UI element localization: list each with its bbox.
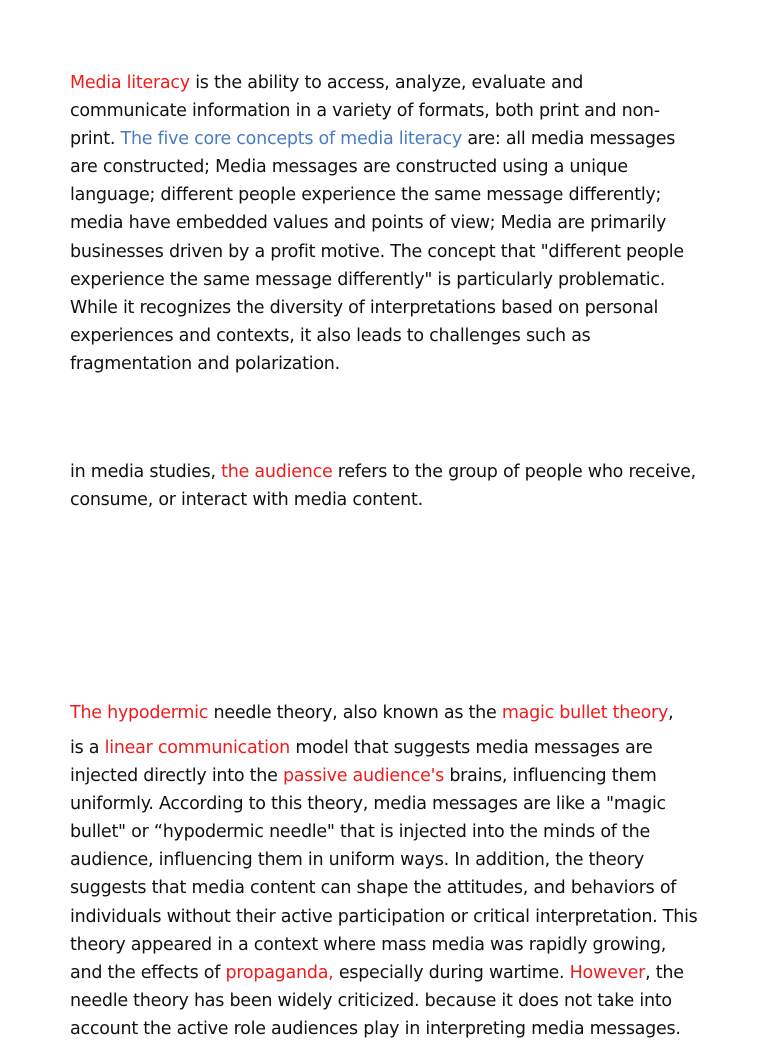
text-span: brains, influencing them uniformly. According to this theory, media messages are like a "magic bullet" or “hypodermic needle" that is injected into the minds of the audience, influencing them in uniform ways. In addition, the theory suggests that media content can shape the attitudes, and behaviors of individuals without their active participation or critical interpretation. This theory appeared in a context where mass media was rapidly growing, and the effects of (70, 766, 698, 983)
term-media-literacy: Media literacy (70, 73, 190, 93)
text-span: , the needle theory has been widely criticized. because it does not take into account the active role audiences play in interpreting media messages. (70, 962, 684, 1039)
term-five-core-concepts: The five core concepts of media literacy (120, 129, 462, 150)
paragraph-media-literacy (70, 69, 700, 378)
paragraph-hypodermic-heading-line (70, 699, 700, 727)
paragraph-audience (70, 458, 700, 514)
text-span: especially during wartime. (333, 962, 570, 983)
text-span: refers to the group of people who receive, consume, or interact with media content. (70, 462, 696, 511)
term-passive-audience: passive audience's (282, 766, 445, 787)
text-span: model that suggests media messages are injected directly into the (70, 738, 653, 787)
text-span: , (668, 703, 674, 723)
text-span: needle theory, also known as the (208, 703, 502, 723)
text-span: is a (70, 738, 105, 758)
term-the-hypodermic: The hypodermic (70, 703, 209, 723)
term-linear-communication: linear communication (104, 738, 290, 758)
term-the-audience: the audience (221, 462, 333, 482)
text-span: are: all media messages are constructed; Media messages are constructed using a unique language; different people experience the same message differently; media have embedded values and points of view; Media are primarily businesses driven by a profit motive. The concept that "different people experience the same message differently" is particularly problematic. While it recognizes the diversity of interpretations based on personal experiences and contexts, it also leads to challenges such as fragmentation and polarization. (70, 129, 684, 374)
term-however: However (569, 962, 646, 983)
text-span: in media studies, (70, 462, 222, 482)
term-magic-bullet-theory: magic bullet theory (501, 703, 669, 723)
term-propaganda: propaganda, (225, 962, 334, 983)
text-span: is the ability to access, analyze, evaluate and communicate information in a variety of formats, both print and non-print. (70, 73, 660, 150)
paragraph-hypodermic-theory (70, 734, 700, 1043)
